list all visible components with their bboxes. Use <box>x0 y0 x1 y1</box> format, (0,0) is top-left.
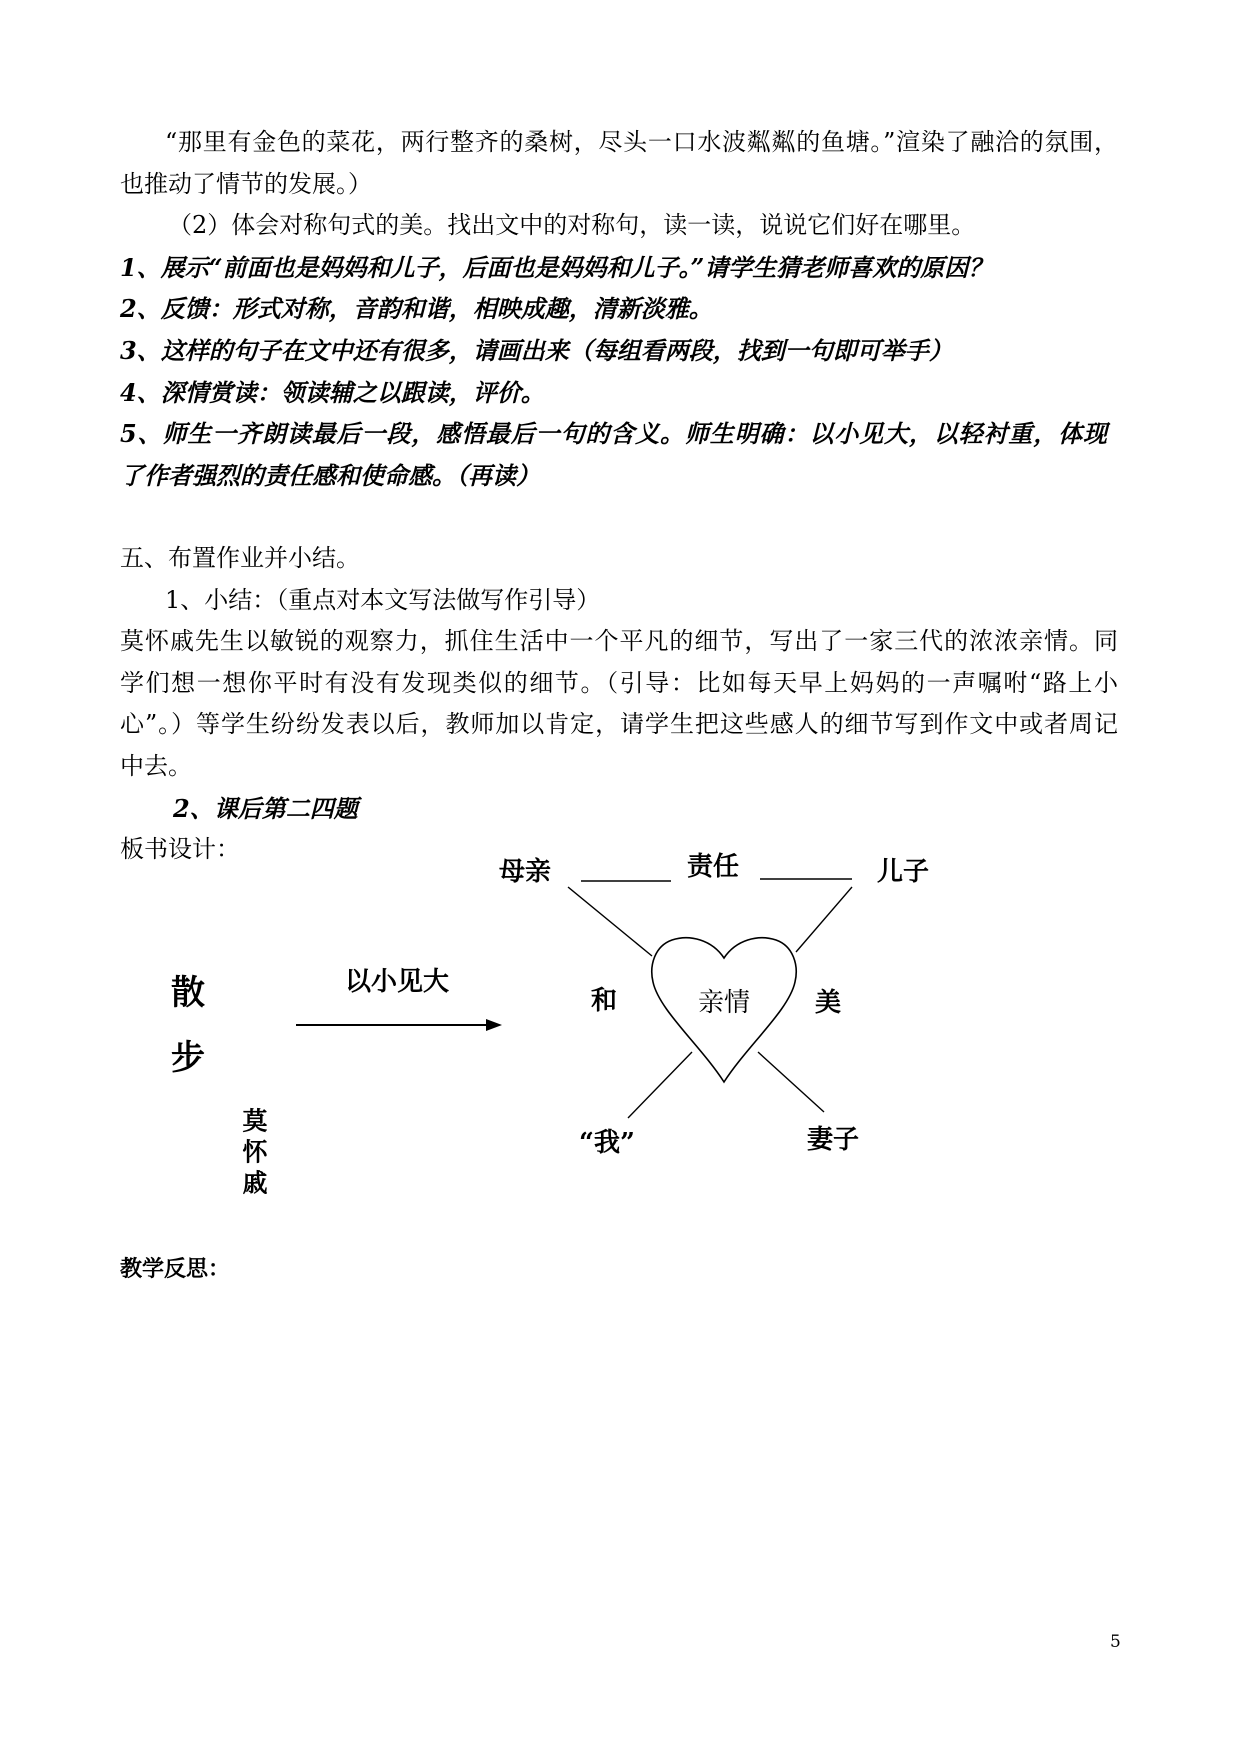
step-line: 5、师生一齐朗读最后一段，感悟最后一句的含义。师生明确：以小见大，以轻衬重，体现 <box>120 419 1107 449</box>
connector-line <box>796 887 852 952</box>
connector-line <box>758 1052 824 1112</box>
connector-line <box>628 1052 692 1118</box>
summary-line: 心”。）等学生纷纷发表以后，教师加以肯定，请学生把这些感人的细节写到作文中或者周记 <box>120 710 1118 739</box>
quote-line: 也推动了情节的发展。） <box>120 169 372 198</box>
board-top-middle: 责任 <box>686 852 740 882</box>
board-right: 美 <box>814 988 842 1018</box>
step-line: 2、反馈：形式对称，音韵和谐，相映成趣，清新淡雅。 <box>120 294 713 324</box>
homework-item: 2、课后第二四题 <box>173 793 358 823</box>
step-line: 3、这样的句子在文中还有很多，请画出来（每组看两段，找到一句即可举手） <box>120 335 953 365</box>
step-line: 4、深情赏读：领读辅之以跟读，评价。 <box>120 377 545 407</box>
summary-label: 1、小结：（重点对本文写法做写作引导） <box>165 585 601 614</box>
connector-line <box>568 887 652 956</box>
board-author-char: 怀 <box>242 1137 268 1167</box>
board-title-char: 步 <box>171 1038 205 1078</box>
page-number: 5 <box>1110 1632 1121 1652</box>
arrow-head-icon <box>486 1019 502 1031</box>
blank-line <box>120 496 1118 538</box>
board-author-char: 戚 <box>242 1168 268 1198</box>
board-top-right: 儿子 <box>876 857 930 887</box>
board-center: 亲情 <box>697 988 751 1018</box>
sub-item: （2）体会对称句式的美。找出文中的对称句，读一读，说说它们好在哪里。 <box>168 211 976 240</box>
quote-line: “那里有金色的菜花，两行整齐的桑树，尽头一口水波粼粼的鱼塘。”渲染了融洽的氛围， <box>165 128 1118 156</box>
board-bottom-left: “我” <box>579 1128 635 1158</box>
heart-shape <box>652 938 796 1082</box>
board-top-left: 母亲 <box>498 857 552 887</box>
step-line: 1、展示“前面也是妈妈和儿子，后面也是妈妈和儿子。”请学生猜老师喜欢的原因？ <box>120 252 993 282</box>
board-left: 和 <box>590 986 618 1016</box>
section-heading: 五、布置作业并小结。 <box>120 543 360 572</box>
step-line: 了作者强烈的责任感和使命感。（再读） <box>120 460 540 490</box>
summary-line: 学们想一想你平时有没有发现类似的细节。（引导：比如每天早上妈妈的一声嘱咐“路上小 <box>120 668 1118 697</box>
board-bottom-right: 妻子 <box>806 1125 860 1155</box>
summary-line: 中去。 <box>120 751 192 780</box>
board-author-char: 莫 <box>242 1106 268 1136</box>
summary-line: 莫怀戚先生以敏锐的观察力，抓住生活中一个平凡的细节，写出了一家三代的浓浓亲情。同 <box>120 627 1118 656</box>
board-design-label: 板书设计： <box>120 835 240 864</box>
teaching-reflection-label: 教学反思： <box>120 1256 231 1282</box>
board-title-char: 散 <box>171 973 205 1013</box>
arrow-label: 以小见大 <box>344 967 450 997</box>
body-text <box>120 122 1118 871</box>
